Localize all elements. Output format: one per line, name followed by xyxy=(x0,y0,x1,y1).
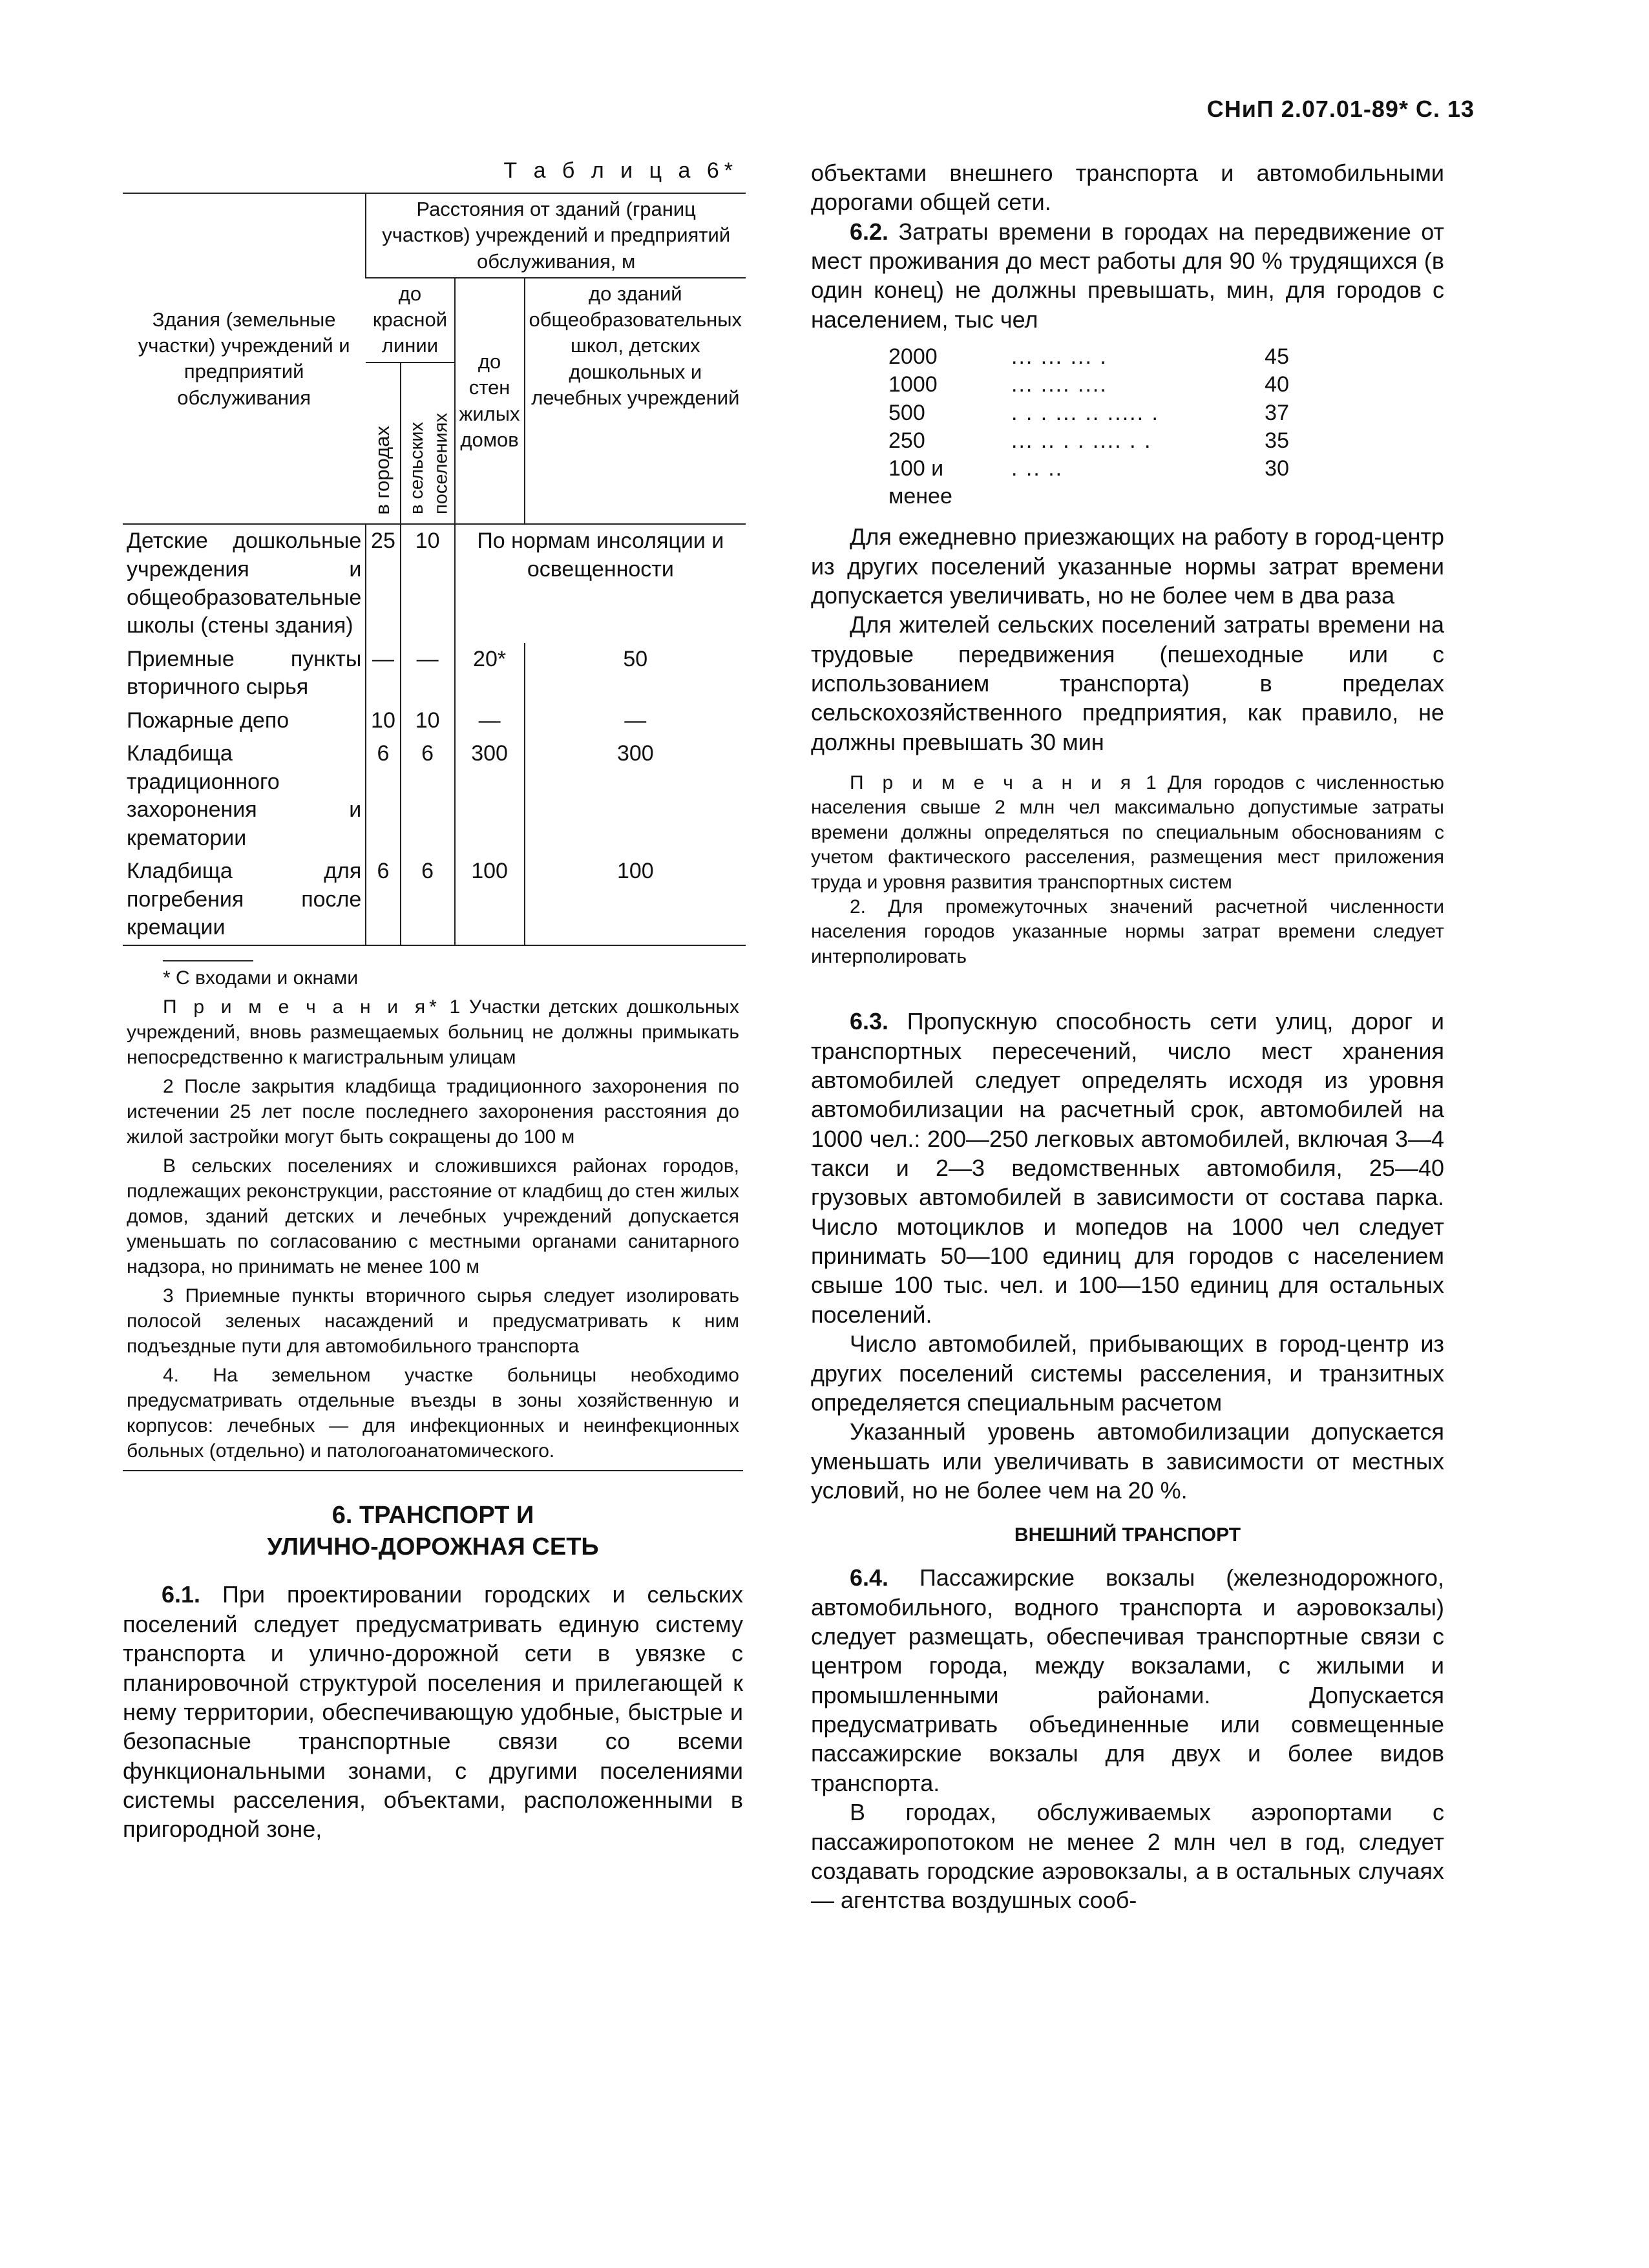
cell-schools: — xyxy=(525,704,746,738)
cell-walls: — xyxy=(455,704,525,738)
paragraph-commuters: Для ежедневно приезжающих на работу в город-центр из других поселений указанные нормы затрат времени допускается увеличивать, но не более чем в два раза xyxy=(811,523,1444,609)
right-body xyxy=(811,158,1444,334)
row-name: Пожарные депо xyxy=(127,708,289,733)
section-6-2-notes xyxy=(811,771,1444,969)
section-6-title: 6. ТРАНСПОРТ И УЛИЧНО-ДОРОЖНАЯ СЕТЬ xyxy=(267,1501,599,1561)
cell-cities: 25 xyxy=(366,524,400,642)
list-item: 500 . . . ... .. ..... . 37 xyxy=(888,400,1289,425)
table-row xyxy=(123,737,746,855)
row-name: Приемные пункты вторичного сырья xyxy=(127,646,362,700)
cell-cities: 10 xyxy=(366,704,400,738)
table-row xyxy=(123,643,746,704)
cell-cities: 6 xyxy=(366,855,400,945)
cell-walls: 100 xyxy=(455,855,525,945)
cell-rural: 10 xyxy=(401,524,455,642)
cell-merged: По нормам инсоляции и освещенности xyxy=(455,524,746,642)
table-row xyxy=(123,524,746,642)
table-caption: Т а б л и ц а 6* xyxy=(503,158,738,183)
col-header-to-walls: до стен жилых домов xyxy=(455,278,525,525)
table-footnote: * С входами и окнами xyxy=(163,967,359,989)
cell-cities: — xyxy=(366,643,400,704)
time-norms-list xyxy=(888,343,1444,510)
paragraph-level: Указанный уровень автомобилизации допускается уменьшать или увеличивать в зависимости от местных условий, но не более чем на 20 %. xyxy=(811,1418,1444,1504)
paragraph-continuation: объектами внешнего транспорта и автомобильными дорогами общей сети. xyxy=(811,160,1444,216)
list-item: 1000 ... .... .... 40 xyxy=(888,372,1289,397)
list-item: 2000 ... ... ... . 45 xyxy=(888,344,1289,370)
note-1: П р и м е ч а н и я 1 Для городов с численностью населения свыше 2 млн чел максимально допустимые затраты времени должны определяться по специальным обоснованиям с учетом фактического расселения, размещения мест приложения труда и уровня развития транспортных систем xyxy=(811,772,1444,893)
cell-cities: 6 xyxy=(366,737,400,855)
paragraph-rural: Для жителей сельских поселений затраты времени на трудовые передвижения (пешеходные или с использованием транспорта) в пределах сельскохозяйственного предприятия, как правило, не должны превышать 30 мин xyxy=(811,611,1444,755)
cell-rural: 6 xyxy=(401,855,455,945)
cell-walls: 300 xyxy=(455,737,525,855)
footnote-divider xyxy=(163,960,253,961)
list-item: 250 ... .. . . .... . . 35 xyxy=(888,428,1289,453)
right-body-3 xyxy=(811,1007,1444,1505)
cell-schools: 100 xyxy=(525,855,746,945)
table-notes xyxy=(123,946,743,1471)
row-name: Детские дошкольные учреждения и общеобразовательные школы (стены здания) xyxy=(127,529,362,638)
paragraph-6-3: 6.3. Пропускную способность сети улиц, дорог и транспортных пересечений, число мест хранения автомобилей следует определять исходя из уровня автомобилизации на расчетный срок, автомобилей на 1000 чел.: 200—250 легковых автомобилей, включая 3—4 такси и 2—3 ведомственных автомобиля, 25—40 грузовых автомобилей в зависимости от состава парка. Число мотоциклов и мопедов на 1000 чел следует принимать 50—100 единиц для городов с населением свыше 100 тыс. чел. и 100—150 единиц для остальных поселений. xyxy=(811,1008,1444,1328)
paragraph-6-1: 6.1. При проектировании городских и сельских поселений следует предусматривать единую систему транспорта и улично-дорожной сети в увязке с планировочной структурой поселения и прилегающей к нему территории, обеспечивающую удобные, быстрые и безопасные транспортные связи со всеми функциональными зонами, с другими поселениями системы расселения, объектами, расположенными в пригородной зоне, xyxy=(123,1581,743,1843)
right-column xyxy=(811,158,1444,1915)
table-6 xyxy=(123,193,746,946)
list-item: 100 и менее . .. .. 30 xyxy=(888,456,1289,509)
row-name: Кладбища традиционного захоронения и крематории xyxy=(127,741,362,850)
table-note-2: 2 После закрытия кладбища традиционного захоронения по истечении 25 лет после последнего захоронения расстояния до жилой застройки могут быть сокращены до 100 м xyxy=(127,1075,739,1148)
paragraph-6-4: 6.4. Пассажирские вокзалы (железнодорожного, автомобильного, водного транспорта и аэровокзалы) следует размещать, обеспечивая транспортные связи с центром города, между вокзалами, с жилыми и промышленными районами. Допускается предусматривать объединенные или совмещенные пассажирские вокзалы для двух и более видов транспорта. xyxy=(811,1564,1444,1796)
cell-schools: 300 xyxy=(525,737,746,855)
cell-rural: — xyxy=(401,643,455,704)
col-header-in-cities: в городах xyxy=(366,362,400,525)
col-header-to-schools: до зданий общеобразовательных школ, детских дошкольных и лечебных учреждений xyxy=(525,278,746,525)
cell-schools: 50 xyxy=(525,643,746,704)
table-note-1: П р и м е ч а н и я* 1 Участки детских дошкольных учреждений, вновь размещаемых больниц не должны примыкать непосредственно к магистральным улицам xyxy=(127,996,739,1068)
paragraph-cars: Число автомобилей, прибывающих в город-центр из других поселений системы расселения, и транзитных определяется специальным расчетом xyxy=(811,1330,1444,1416)
table-note-4: 4. На земельном участке больницы необходимо предусматривать отдельные въезды в зоны хозяйственную и корпусов: лечебных — для инфекционных и неинфекционных больных (отдельно) и патологоанатомического. xyxy=(127,1364,739,1462)
table-note-2b: В сельских поселениях и сложившихся районах городов, подлежащих реконструкции, расстояние от кладбищ до стен жилых домов, зданий детских и лечебных учреждений допускается уменьшать по согласованию с местными органами санитарного надзора, но принимать не менее 100 м xyxy=(127,1155,739,1277)
col-header-distances: Расстояния от зданий (границ участков) учреждений и предприятий обслуживания, м xyxy=(366,193,746,278)
page-header: СНиП 2.07.01-89* С. 13 xyxy=(1206,96,1475,122)
row-name: Кладбища для погребения после кремации xyxy=(127,859,362,940)
cell-walls: 20* xyxy=(455,643,525,704)
table-row xyxy=(123,704,746,738)
cell-rural: 10 xyxy=(401,704,455,738)
col-header-buildings: Здания (земельные участки) учреждений и предприятий обслуживания xyxy=(123,193,366,524)
note-2: 2. Для промежуточных значений расчетной численности населения городов указанные нормы затрат времени следует интерполировать xyxy=(811,896,1444,967)
subsection-title: ВНЕШНИЙ ТРАНСПОРТ xyxy=(1014,1524,1241,1546)
col-header-red-line: до красной линии xyxy=(366,278,454,362)
right-body-4 xyxy=(811,1563,1444,1915)
right-body-2 xyxy=(811,522,1444,757)
table-row xyxy=(123,855,746,945)
col-header-in-rural: в сельских поселениях xyxy=(401,362,455,525)
paragraph-airports: В городах, обслуживаемых аэропортами с пассажиропотоком не менее 2 млн чел в год, следует создавать городские аэровокзалы, а в остальных случаях — агентства воздушных сооб- xyxy=(811,1799,1444,1914)
table-note-3: 3 Приемные пункты вторичного сырья следует изолировать полосой зеленых насаждений и предусматривать к ним подъездные пути для автомобильного транспорта xyxy=(127,1285,739,1357)
cell-rural: 6 xyxy=(401,737,455,855)
left-column xyxy=(123,158,743,1844)
section-6-body xyxy=(123,1580,743,1843)
paragraph-6-2: 6.2. Затраты времени в городах на передвижение от мест проживания до мест работы для 90 % трудящихся (в один конец) не должны превышать, мин, для городов с населением, тыс чел xyxy=(811,218,1444,333)
